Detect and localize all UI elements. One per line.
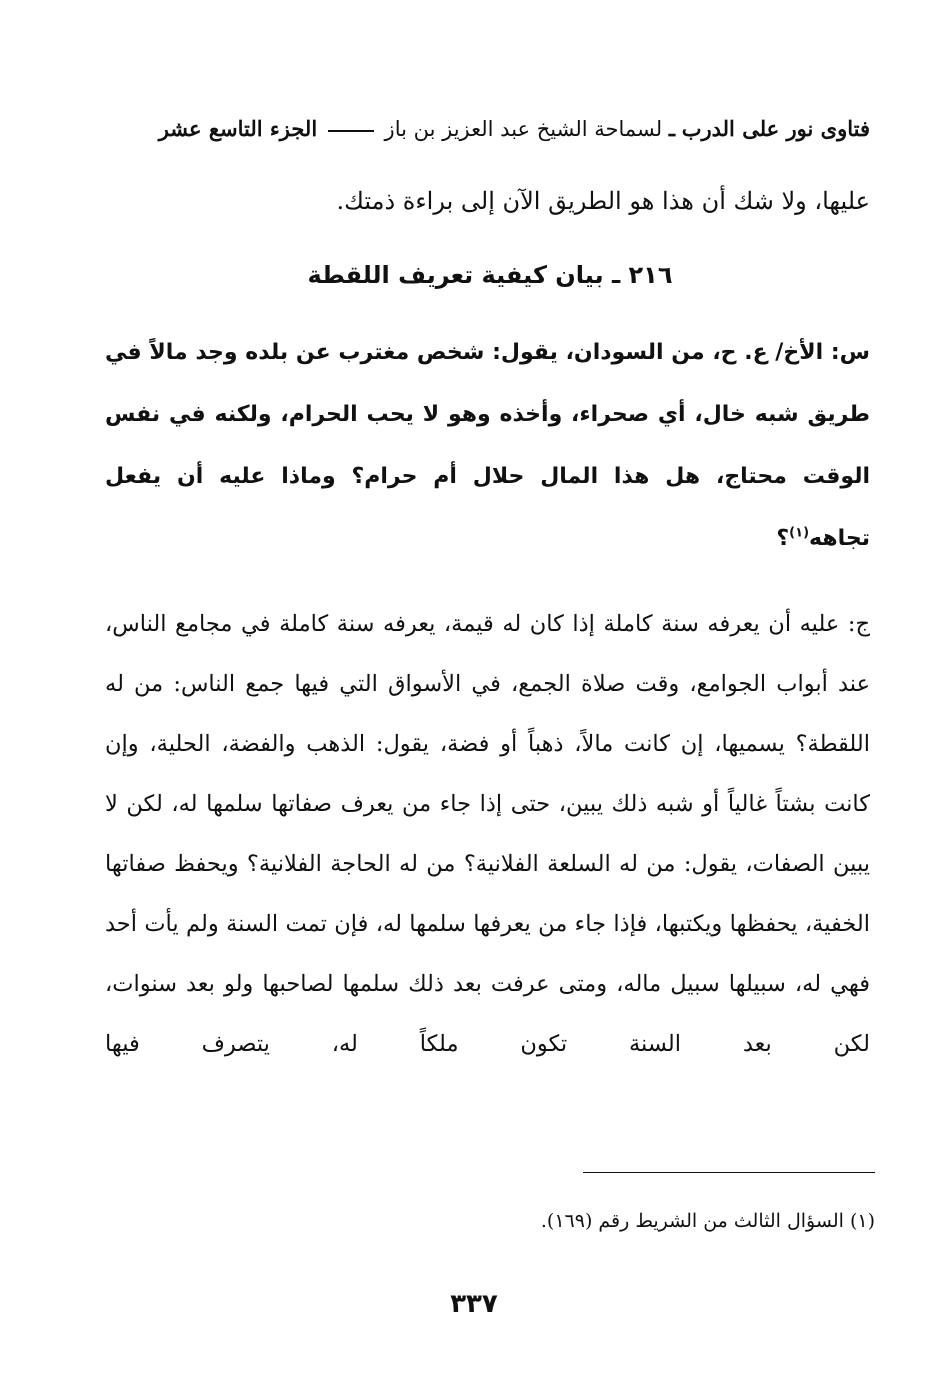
answer-paragraph (105, 594, 870, 1074)
question-marker: س: (830, 340, 870, 365)
answer-marker: ج: (847, 611, 870, 637)
header-rule (328, 130, 374, 132)
running-header (110, 112, 870, 146)
title-dash: ـ (668, 116, 676, 141)
question-text: الأخ/ ع. ح، من السودان، يقول: شخص مغترب عن بلده وجد مالاً في طريق شبه خال، أي صحراء، وأخذه وهو لا يحب الحرام، ولكنه في نفس الوقت محتاج، هل هذا المال حلال أم حرام؟ وماذا عليه أن يفعل تجاهه (105, 340, 870, 551)
section-title: ٢١٦ ـ بيان كيفية تعريف اللقطة (307, 261, 673, 289)
continuation-paragraph: عليها، ولا شك أن هذا هو الطريق الآن إلى براءة ذمتك. (336, 187, 870, 215)
footnote-text: السؤال الثالث من الشريط رقم (١٦٩). (540, 1210, 844, 1232)
book-title: فتاوى نور على الدرب (681, 116, 870, 141)
footnote (110, 1204, 875, 1238)
page-number: ٣٣٧ (450, 1289, 498, 1319)
volume-label: الجزء التاسع عشر (158, 116, 318, 141)
answer-text: عليه أن يعرفه سنة كاملة إذا كان له قيمة، يعرفه سنة كاملة في مجامع الناس، عند أبواب الجوامع، وقت صلاة الجمع، في الأسواق التي فيها جمع الناس: من له اللقطة؟ يسميها، إن كانت مالاً، ذهباً أو فضة، يقول: الذهب والفضة، الحلية، وإن كانت بشتاً غالياً أو شبه ذلك يبين، حتى إذا جاء من يعرف صفاتها سلمها له، لكن لا يبين الصفات، يقول: من له السلعة الفلانية؟ من له الحاجة الفلانية؟ ويحفظ صفاتها الخفية، يحفظها ويكتبها، فإذا جاء من يعرفها سلمها له، فإن تمت السنة ولم يأت أحد فهي له، سبيلها سبيل ماله، ومتى عرفت بعد ذلك سلمها لصاحبها ولو بعد سنوات، لكن بعد السنة تكون ملكاً له، يتصرف فيها (105, 611, 870, 1057)
footnote-reference[interactable]: (١) (789, 525, 810, 541)
question-paragraph (105, 322, 870, 570)
author-line: لسماحة الشيخ عبد العزيز بن باز (384, 117, 663, 141)
question-end-mark: ؟ (776, 526, 790, 551)
footnote-separator (583, 1172, 875, 1173)
footnote-number: (١) (849, 1210, 875, 1232)
